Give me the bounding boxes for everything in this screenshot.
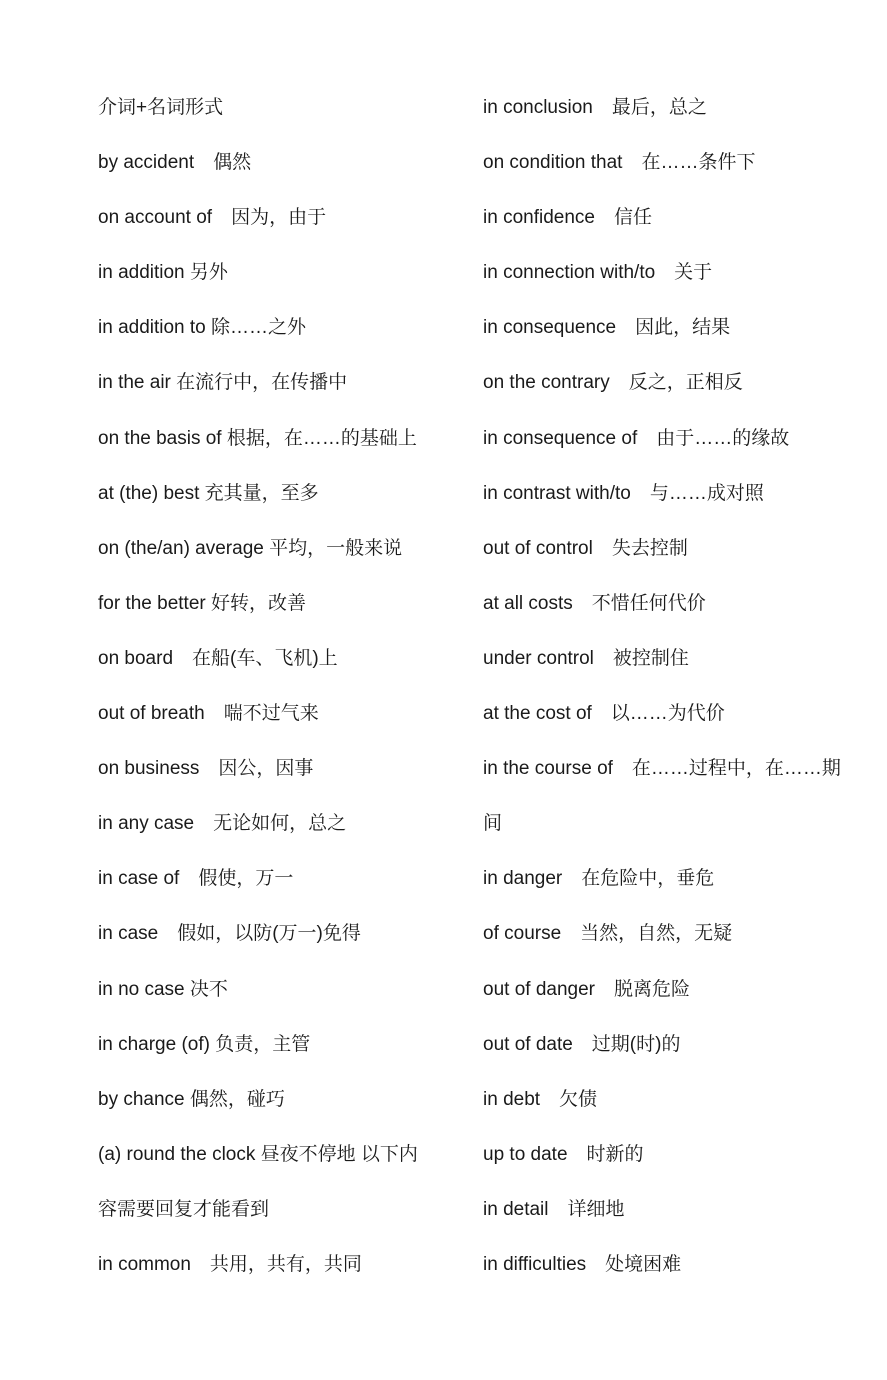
phrase-line: on account of 因为，由于 xyxy=(98,207,327,229)
phrase-line: in danger 在危险中，垂危 xyxy=(483,868,715,890)
phrase-line: 间 xyxy=(483,813,503,835)
phrase-line: by accident 偶然 xyxy=(98,152,252,174)
phrase-line: (a) round the clock 昼夜不停地 以下内 xyxy=(98,1143,418,1165)
phrase-line: out of control 失去控制 xyxy=(483,537,688,559)
phrase-line: at the cost of 以……为代价 xyxy=(483,703,725,725)
phrase-line: out of danger 脱离危险 xyxy=(483,978,690,1000)
phrase-line: on the contrary 反之，正相反 xyxy=(483,372,743,394)
phrase-line: on condition that 在……条件下 xyxy=(483,152,756,174)
phrase-line: for the better 好转，改善 xyxy=(98,592,307,614)
phrase-line: in confidence 信任 xyxy=(483,207,652,229)
phrase-line: in case of 假使，万一 xyxy=(98,868,294,890)
phrase-line: by chance 偶然，碰巧 xyxy=(98,1088,285,1110)
phrase-line: in connection with/to 关于 xyxy=(483,262,713,284)
phrase-line: on the basis of 根据，在……的基础上 xyxy=(98,427,417,449)
phrase-line: 容需要回复才能看到 xyxy=(98,1198,270,1220)
phrase-line: on (the/an) average 平均，一般来说 xyxy=(98,537,403,559)
phrase-line: at all costs 不惜任何代价 xyxy=(483,592,706,614)
phrase-line: 介词+名词形式 xyxy=(98,97,224,118)
phrase-line: in common 共用，共有，共同 xyxy=(98,1253,362,1275)
phrase-line: on board 在船(车、飞机)上 xyxy=(98,647,338,669)
phrase-line: under control 被控制住 xyxy=(483,647,689,669)
phrase-line: on business 因公，因事 xyxy=(98,758,314,780)
right-column xyxy=(483,84,841,1296)
phrase-line: up to date 时新的 xyxy=(483,1143,644,1165)
phrase-line: of course 当然，自然，无疑 xyxy=(483,923,733,945)
phrase-line: in no case 决不 xyxy=(98,978,228,1000)
phrase-line: in debt 欠债 xyxy=(483,1088,598,1110)
phrase-line: in addition 另外 xyxy=(98,262,228,284)
phrase-line: at (the) best 充其量，至多 xyxy=(98,482,319,504)
phrase-line: in case 假如，以防(万一)免得 xyxy=(98,923,361,945)
phrase-line: in consequence 因此，结果 xyxy=(483,317,731,339)
phrase-line: in difficulties 处境困难 xyxy=(483,1253,682,1275)
phrase-line: out of breath 喘不过气来 xyxy=(98,703,319,725)
phrase-line: in charge (of) 负责，主管 xyxy=(98,1033,311,1055)
phrase-line: in the course of 在……过程中，在……期 xyxy=(483,758,841,780)
phrase-line: in detail 详细地 xyxy=(483,1198,625,1220)
phrase-line: in contrast with/to 与……成对照 xyxy=(483,482,764,504)
phrase-line: in consequence of 由于……的缘故 xyxy=(483,427,790,449)
phrase-line: in conclusion 最后，总之 xyxy=(483,97,707,118)
phrase-line: in the air 在流行中，在传播中 xyxy=(98,372,348,394)
phrase-line: in any case 无论如何，总之 xyxy=(98,813,347,835)
phrase-line: in addition to 除……之外 xyxy=(98,317,307,339)
phrase-line: out of date 过期(时)的 xyxy=(483,1033,681,1055)
left-column xyxy=(98,84,443,1296)
